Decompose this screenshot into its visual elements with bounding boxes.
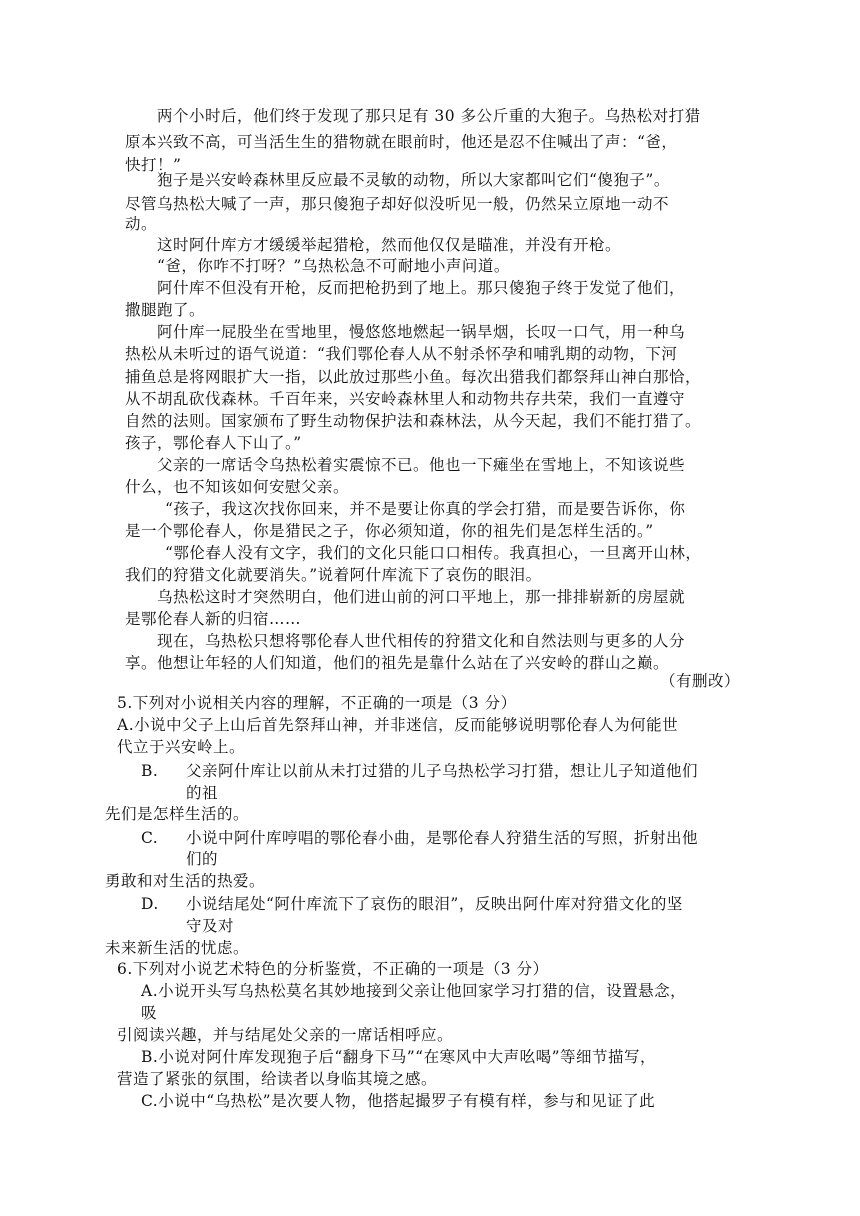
text-line: 自然的法则。国家颁布了野生动物保护法和森林法，从今天起，我们不能打猎了。 — [125, 412, 702, 430]
text-line: 狍子是兴安岭森林里反应最不灵敏的动物，所以大家都叫它们“傻狍子”。 — [157, 171, 670, 189]
text-line: “鄂伦春人没有文字，我们的文化只能口口相传。我真担心，一旦离开山林， — [165, 544, 702, 562]
text-line: 父亲的一席话令乌热松着实震惊不已。他也一下瘫坐在雪地上，不知该说些 — [157, 456, 686, 474]
text-line: 阿什库一屁股坐在雪地里，慢悠悠地燃起一锅旱烟，长叹一口气，用一种乌 — [157, 323, 686, 341]
q5-option-c-label: C. — [141, 829, 159, 847]
text-line: 捕鱼总是将网眼扩大一指，以此放过那些小鱼。每次出猎我们都祭拜山神白那恰， — [125, 368, 702, 386]
text-line: 我们的狩猎文化就要消失。”说着阿什库流下了哀伤的眼泪。 — [125, 566, 542, 584]
text-line: 两个小时后，他们终于发现了那只足有 30 多公斤重的大狍子。乌热松对打猎 — [157, 107, 701, 125]
q5-option-b: 父亲阿什库让以前从未打过猎的儿子乌热松学习打猎，想让儿子知道他们 — [186, 762, 699, 780]
text-line: 动。 — [125, 215, 158, 233]
q5-option-c: 们的 — [186, 850, 219, 868]
text-line: 快打！” — [125, 156, 182, 174]
text-line: 是一个鄂伦春人，你是猎民之子，你必须知道，你的祖先们是怎样生活的。” — [125, 522, 654, 540]
text-line: 撒腿跑了。 — [125, 301, 206, 319]
text-line: 什么，也不知该如何安慰父亲。 — [125, 478, 350, 496]
q5-option-c: 小说中阿什库哼唱的鄂伦春小曲，是鄂伦春人狩猎生活的写照，折射出他 — [186, 829, 699, 847]
q5-option-d: 守及对 — [186, 917, 235, 935]
q5-option-b: 先们是怎样生活的。 — [105, 805, 250, 823]
q5-option-c: 勇敢和对生活的热爱。 — [105, 872, 266, 890]
text-line: “孩子，我这次找你回来，并不是要让你真的学会打猎，而是要告诉你，你 — [165, 500, 686, 518]
q6-option-a: 引阅读兴趣，并与结尾处父亲的一席话相呼应。 — [117, 1026, 454, 1044]
question-5-stem: 5.下列对小说相关内容的理解，不正确的一项是（3 分） — [117, 694, 517, 712]
revision-note: （有删改） — [660, 672, 741, 690]
text-line: 阿什库不但没有开枪，反而把枪扔到了地上。那只傻狍子终于发觉了他们， — [157, 279, 686, 297]
q6-option-a: A.小说开头写乌热松莫名其妙地接到父亲让他回家学习打猎的信，设置悬念， — [141, 982, 687, 1000]
text-line: 现在，乌热松只想将鄂伦春人世代相传的狩猎文化和自然法则与更多的人分 — [157, 632, 686, 650]
text-line: “爸，你咋不打呀？”乌热松急不可耐地小声问道。 — [157, 257, 510, 275]
text-line: 孩子，鄂伦春人下山了。” — [125, 434, 302, 452]
text-line: 这时阿什库方才缓缓举起猎枪，然而他仅仅是瞄准，并没有开枪。 — [157, 236, 622, 254]
text-line: 尽管乌热松大喊了一声，那只傻狍子却好似没听见一般，仍然呆立原地一动不 — [125, 195, 670, 213]
q6-option-c: C.小说中“乌热松”是次要人物，他搭起撮罗子有模有样，参与和见证了此 — [141, 1092, 656, 1110]
q5-option-b: 的祖 — [186, 784, 219, 802]
q5-option-d: 小说结尾处“阿什库流下了哀伤的眼泪”，反映出阿什库对狩猎文化的坚 — [186, 895, 683, 913]
text-line: 享。他想让年轻的人们知道，他们的祖先是靠什么站在了兴安岭的群山之巅。 — [125, 654, 670, 672]
text-line: 从不胡乱砍伐森林。千百年来，兴安岭森林里人和动物共存共荣，我们一直遵守 — [125, 390, 686, 408]
q5-option-d-label: D. — [141, 895, 159, 913]
text-line: 热松从未听过的语气说道：“我们鄂伦春人从不射杀怀孕和哺乳期的动物，下河 — [125, 345, 678, 363]
q5-option-a: A.小说中父子上山后首先祭拜山神，并非迷信，反而能够说明鄂伦春人为何能世 — [117, 716, 679, 734]
question-6-stem: 6.下列对小说艺术特色的分析鉴赏，不正确的一项是（3 分） — [117, 960, 549, 978]
q6-option-b: B.小说对阿什库发现狍子后“翻身下马”“在寒风中大声吆喝”等细节描写， — [141, 1048, 657, 1066]
q6-option-a: 吸 — [141, 1004, 158, 1022]
q6-option-b: 营造了紧张的氛围，给读者以身临其境之感。 — [117, 1070, 438, 1088]
text-line: 乌热松这时才突然明白，他们进山前的河口平地上，那一排排崭新的房屋就 — [157, 588, 686, 606]
text-line: 是鄂伦春人新的归宿…… — [125, 610, 302, 628]
text-line: 原本兴致不高，可当活生生的猎物就在眼前时，他还是忍不住喊出了声：“爸， — [125, 133, 678, 151]
q5-option-a: 代立于兴安岭上。 — [117, 738, 246, 756]
q5-option-d: 未来新生活的忧虑。 — [105, 939, 250, 957]
q5-option-b-label: B. — [141, 762, 159, 780]
